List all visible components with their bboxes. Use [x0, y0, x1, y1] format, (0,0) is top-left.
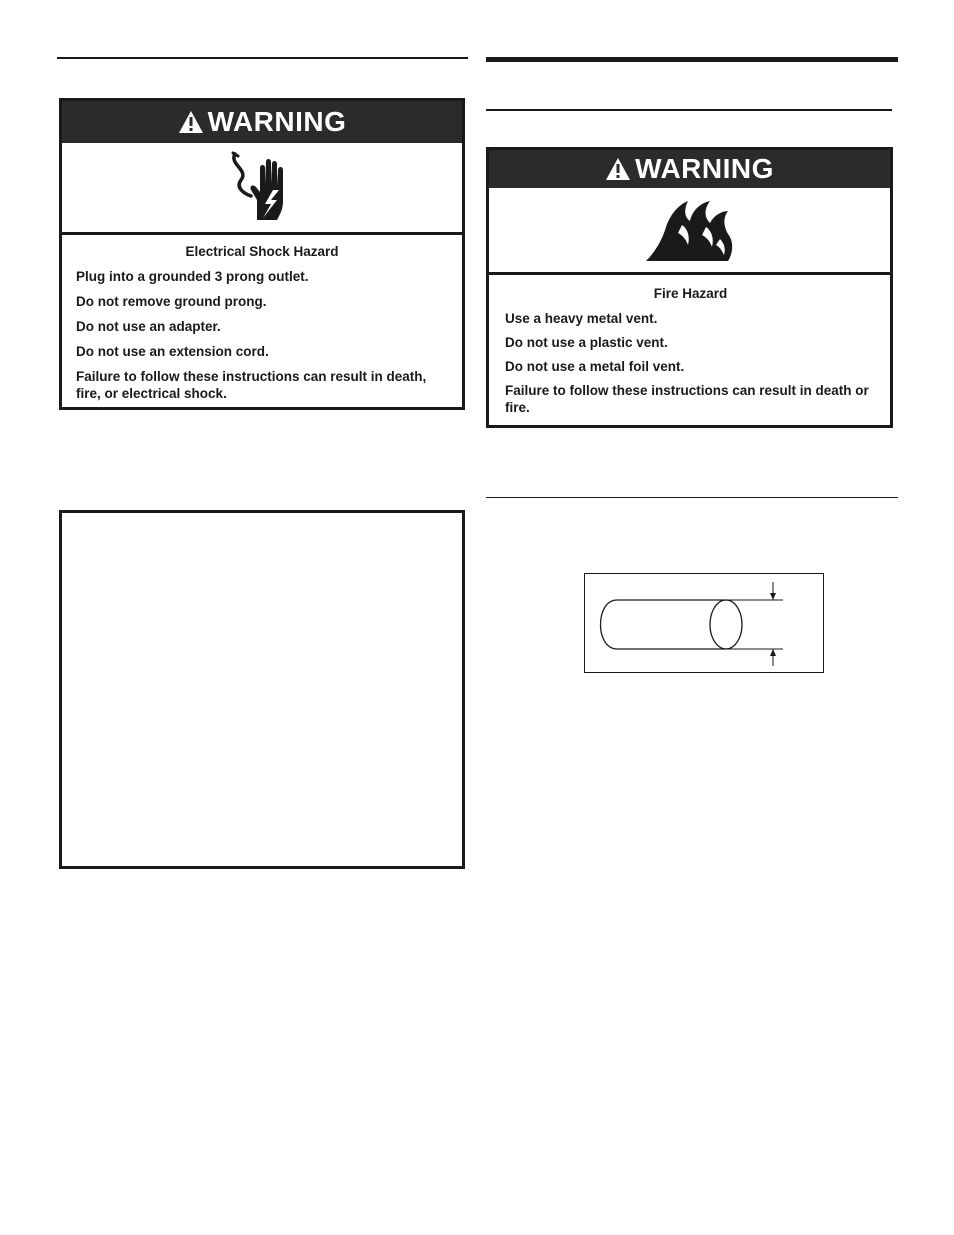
warning-header [62, 101, 462, 143]
warning-label: WARNING [207, 106, 347, 137]
right-section-rule [486, 109, 892, 111]
fire-flames-icon [644, 195, 736, 265]
warning-body [62, 235, 462, 402]
electrical-shock-warning [59, 98, 465, 410]
fire-hazard-warning [486, 147, 893, 428]
hazard-title: Fire Hazard [653, 286, 728, 301]
warning-icon-row [62, 143, 462, 235]
instruction-line: Do not use an adapter. [76, 319, 221, 334]
instruction-line: Use a heavy metal vent. [505, 311, 658, 326]
warning-icon-row [489, 188, 890, 275]
instruction-line: Do not use a metal foil vent. [505, 359, 685, 374]
right-lower-rule [486, 497, 898, 498]
instruction-line: Do not remove ground prong. [76, 294, 267, 309]
warning-header [489, 150, 890, 188]
vent-diagram-frame [584, 573, 824, 673]
instruction-line: Plug into a grounded 3 prong outlet. [76, 269, 309, 284]
instruction-line: Do not use an extension cord. [76, 344, 269, 359]
info-box [59, 510, 465, 869]
electrical-shock-hand-icon [227, 150, 297, 226]
right-top-rule [486, 57, 898, 62]
warning-triangle-icon [178, 110, 204, 134]
warning-triangle-icon [605, 157, 631, 181]
instruction-line: Do not use a plastic vent. [505, 335, 668, 350]
hazard-title: Electrical Shock Hazard [185, 244, 339, 259]
warning-label: WARNING [635, 153, 774, 184]
vent-duct-diameter-diagram [585, 574, 823, 672]
instruction-line: Failure to follow these instructions can result in death or fire. [505, 383, 869, 415]
instruction-line: Failure to follow these instructions can result in death, fire, or electrical shock. [76, 369, 427, 401]
warning-body [489, 275, 890, 416]
left-top-rule [57, 57, 468, 59]
